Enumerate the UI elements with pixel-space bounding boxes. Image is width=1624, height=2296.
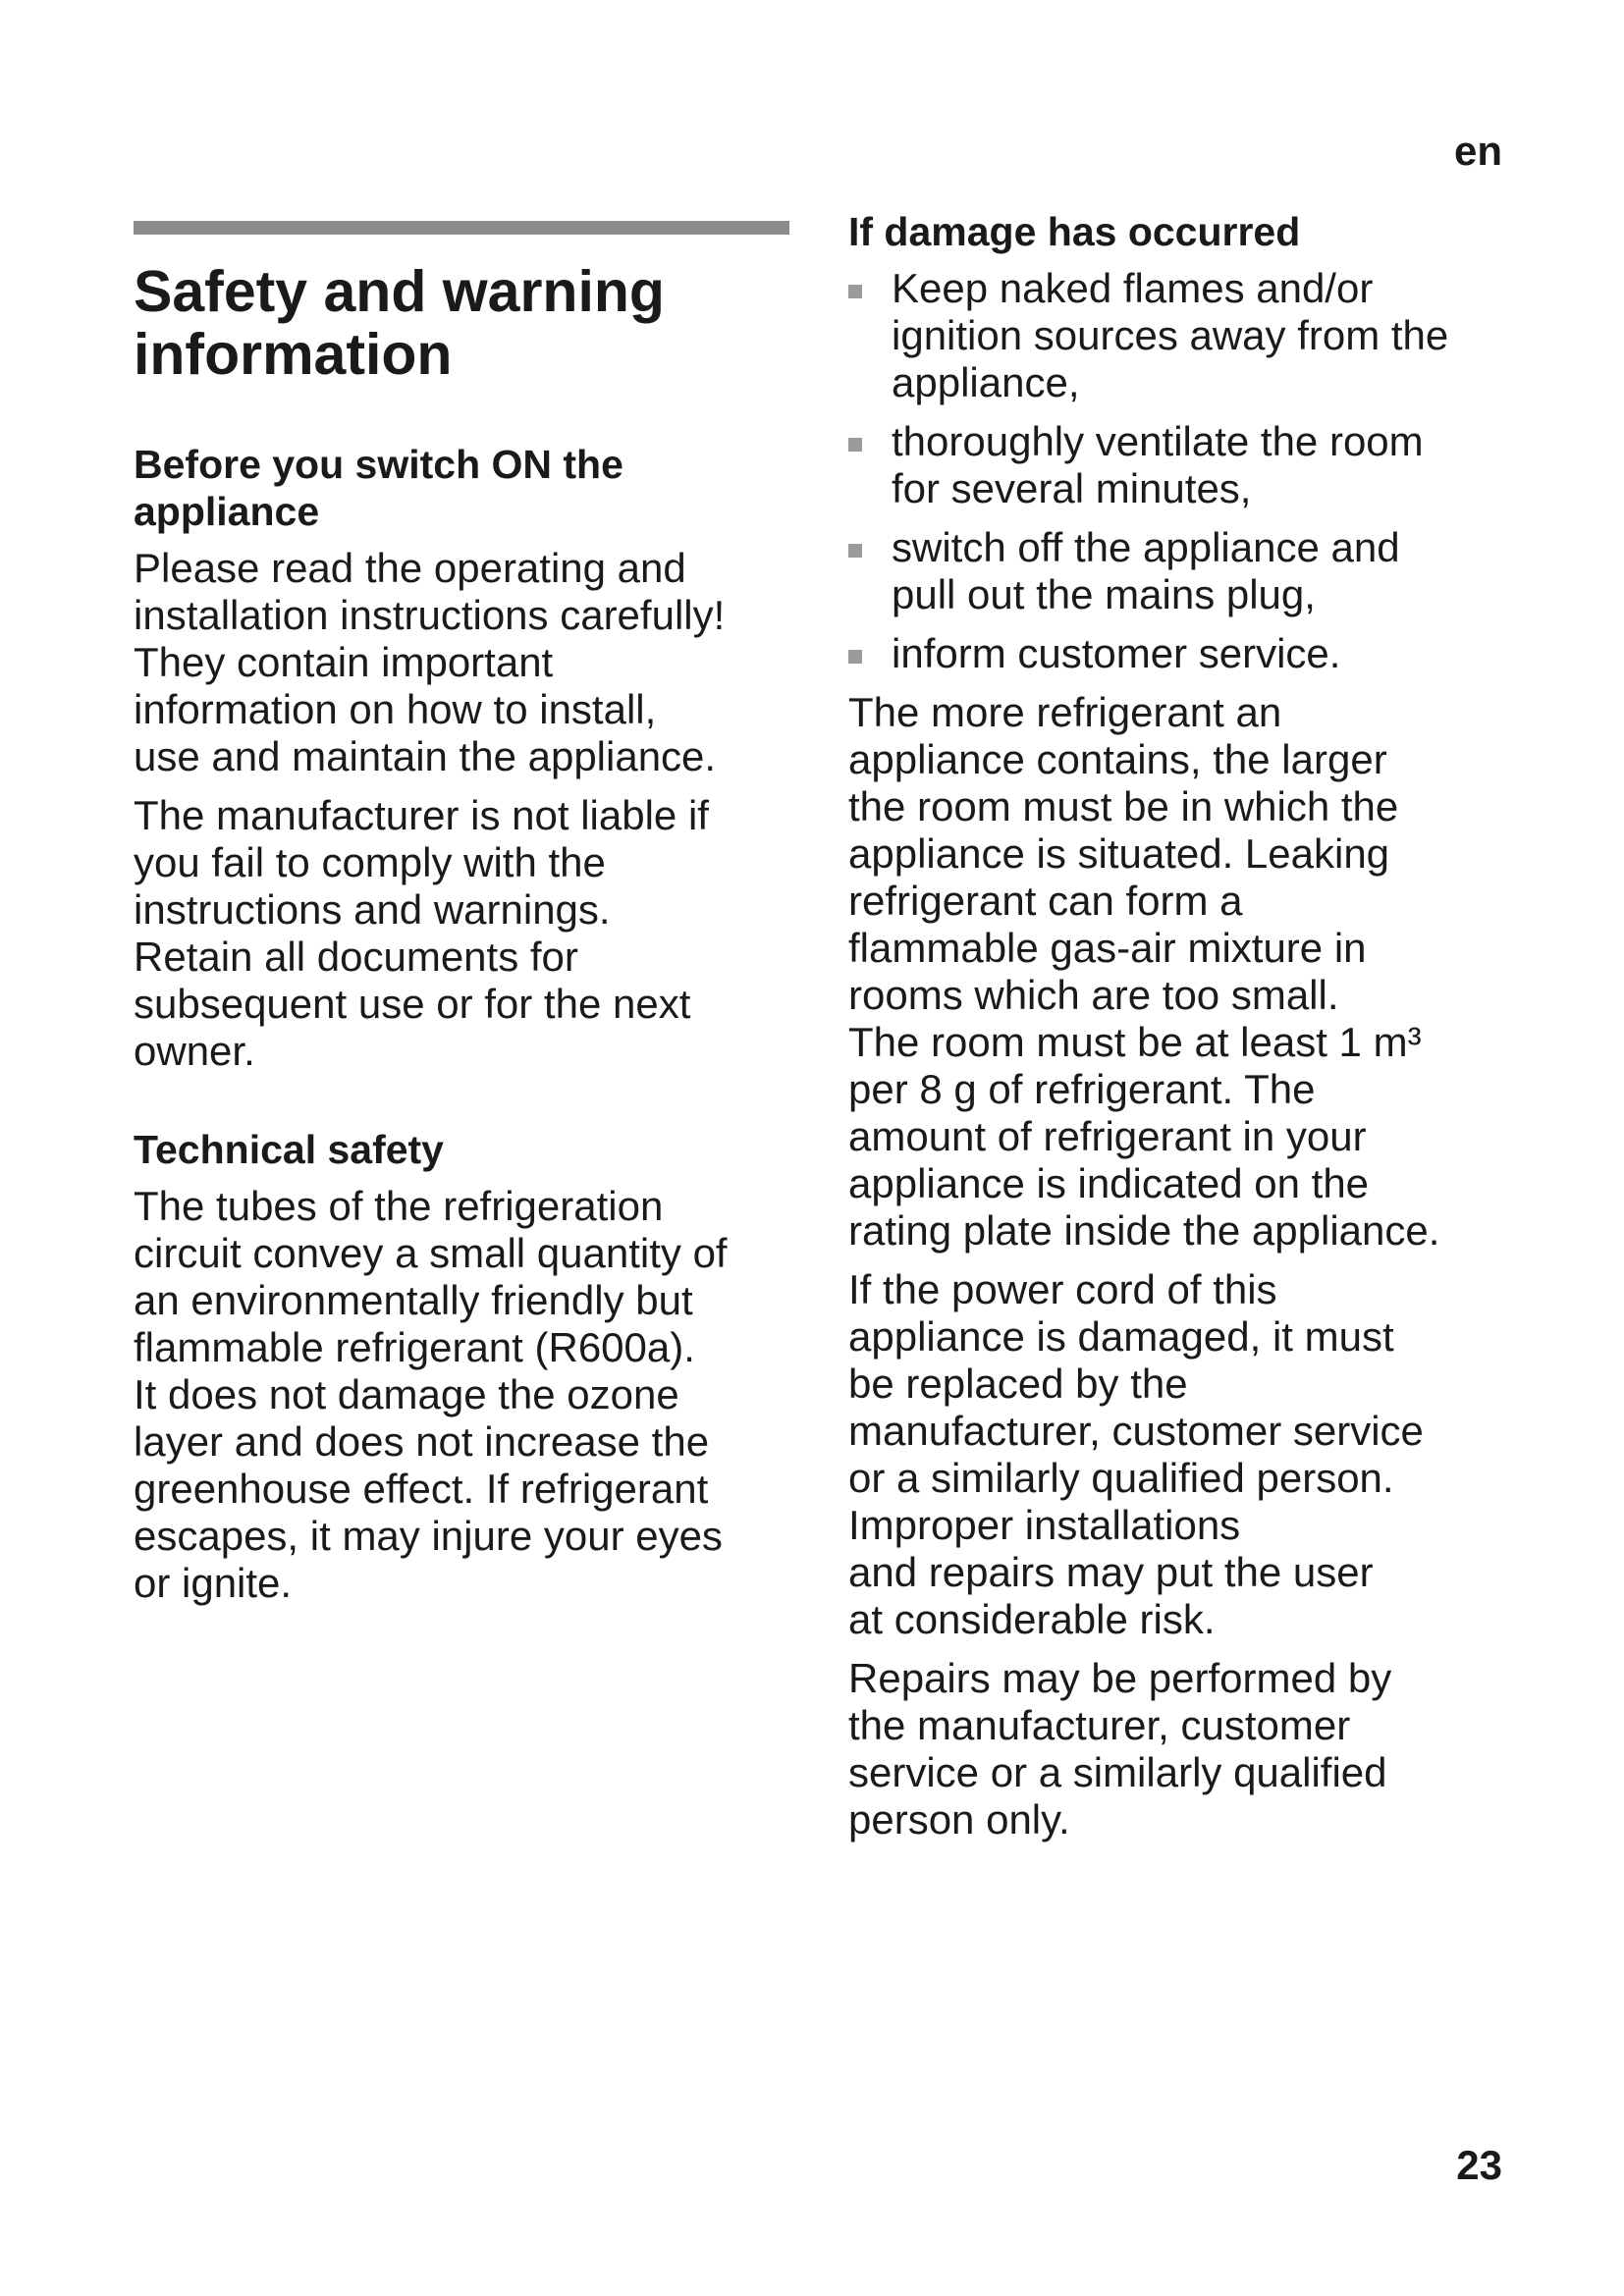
page-number: 23 bbox=[1456, 2142, 1502, 2188]
damage-bullet-list bbox=[848, 265, 1516, 677]
section-heading-before-switch-on: Before you switch ON the appliance bbox=[134, 442, 623, 534]
bullet-square-icon bbox=[848, 438, 862, 452]
paragraph: The tubes of the refrigeration circuit convey a small quantity of an environmentally friendly but flammable refrigerant (R600a). It does not damage the ozone layer and does not increase the greenhouse effect. If refrigerant escapes, it may injure your eyes or ignite. bbox=[134, 1183, 728, 1606]
language-code: en bbox=[1453, 128, 1502, 174]
paragraph: Repairs may be performed by the manufacturer, customer service or a similarly qualified person only. bbox=[848, 1655, 1392, 1842]
bullet-square-icon bbox=[848, 650, 862, 664]
bullet-square-icon bbox=[848, 285, 862, 298]
list-item-text: inform customer service. bbox=[892, 630, 1341, 676]
title-rule bbox=[134, 221, 789, 235]
section-heading-damage: If damage has occurred bbox=[848, 209, 1301, 254]
list-item-text: thoroughly ventilate the room for several minutes, bbox=[892, 418, 1424, 511]
left-column bbox=[134, 221, 791, 1619]
bullet-square-icon bbox=[848, 544, 862, 558]
paragraph: The manufacturer is not liable if you fail to comply with the instructions and warnings. Retain all documents for subsequent use or for the next owner. bbox=[134, 792, 709, 1074]
list-item bbox=[848, 418, 1516, 512]
list-item bbox=[848, 524, 1516, 618]
section-heading-technical-safety: Technical safety bbox=[134, 1127, 444, 1172]
right-column bbox=[848, 208, 1516, 1855]
page-title: Safety and warning information bbox=[134, 259, 665, 387]
list-item-text: switch off the appliance and pull out the mains plug, bbox=[892, 524, 1400, 617]
paragraph: The more refrigerant an appliance contains, the larger the room must be in which the appliance is situated. Leaking refrigerant can form a flammable gas-air mixture in rooms which are too small. The room must be at least 1 m³ per 8 g of refrigerant. The amount of refrigerant in your appliance is indicated on the rating plate inside the appliance. bbox=[848, 689, 1440, 1254]
list-item-text: Keep naked flames and/or ignition sources away from the appliance, bbox=[892, 265, 1449, 405]
list-item bbox=[848, 265, 1516, 406]
paragraph: If the power cord of this appliance is damaged, it must be replaced by the manufacturer, customer service or a similarly qualified person. Improper installations and repairs may put the user at considerable risk. bbox=[848, 1266, 1424, 1642]
list-item bbox=[848, 630, 1516, 677]
paragraph: Please read the operating and installation instructions carefully! They contain important information on how to install, use and maintain the appliance. bbox=[134, 545, 726, 779]
